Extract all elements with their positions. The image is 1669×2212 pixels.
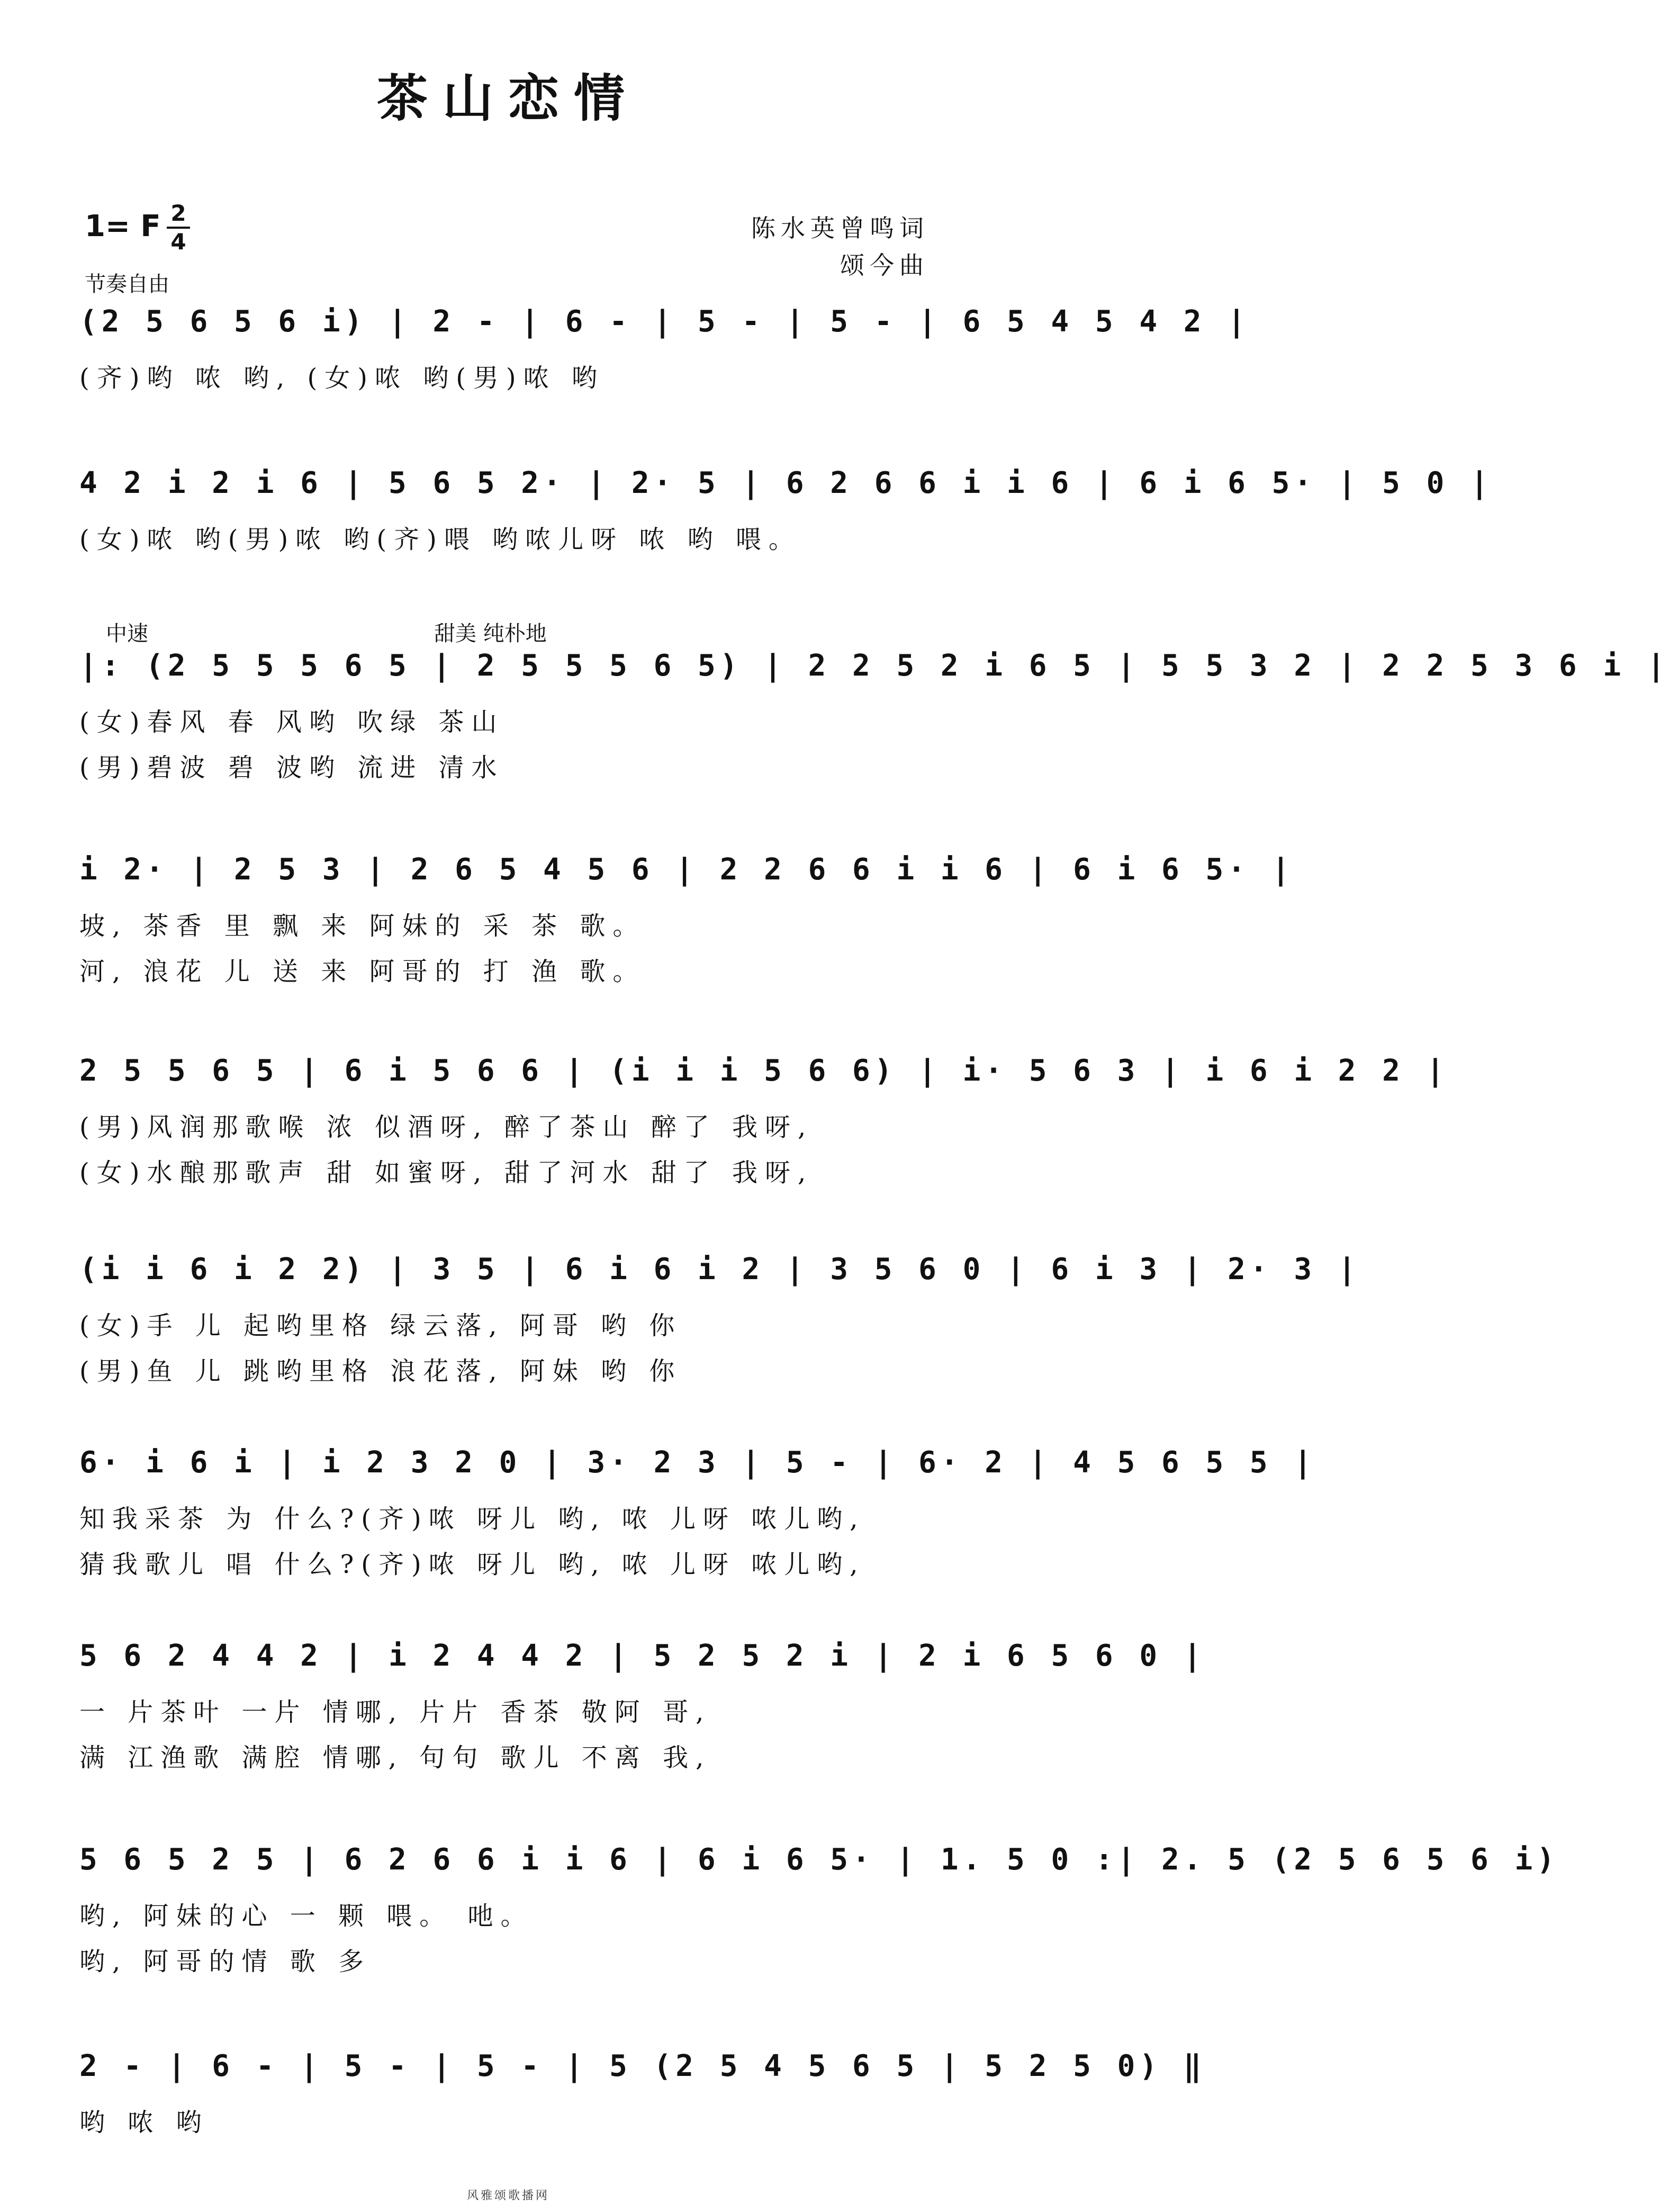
music-system (79, 649, 1669, 793)
key-signature: 1= F (85, 209, 161, 244)
tempo-mark-free: 节奏自由 (85, 272, 169, 296)
lyric-line: (男)碧波 碧 波哟 流进 清水 (79, 753, 504, 783)
site-watermark: 风雅颂歌播网 (466, 2189, 549, 2202)
song-title: 茶山恋情 (377, 68, 639, 128)
lyric-line: 哟 哝 哟 (79, 2108, 209, 2137)
music-system (79, 466, 1493, 564)
notation-line: 2 - | 6 - | 5 - | 5 - | 5 (2 5 4 5 6 5 | 5 2 5 0) ‖ (79, 2049, 1206, 2083)
lyric-line: (女)春风 春 风哟 吹绿 茶山 (79, 707, 504, 737)
notation-line: 5 6 2 4 4 2 | i 2 4 4 2 | 5 2 5 2 i | 2 i 6 5 6 0 | (79, 1639, 1206, 1673)
time-signature (167, 201, 190, 254)
lyric-line: (女)哝 哟(男)哝 哟(齐)喂 哟哝儿呀 哝 哟 喂。 (79, 525, 801, 554)
notation-line: 2 5 5 6 5 | 6 i 5 6 6 | (i i i 5 6 6) | i· 5 6 3 | i 6 i 2 2 | (79, 1054, 1449, 1088)
notation-line: 4 2 i 2 i 6 | 5 6 5 2· | 2· 5 | 6 2 6 6 i i 6 | 6 i 6 5· | 5 0 | (79, 466, 1493, 500)
lyric-line: 哟, 阿妹的心 一 颗 喂。 吔。 (79, 1901, 534, 1931)
music-system (79, 2049, 1206, 2147)
music-system (79, 1054, 1449, 1198)
lyric-line: 猜我歌儿 唱 什么?(齐)哝 呀儿 哟, 哝 儿呀 哝儿哟, (79, 1550, 865, 1579)
lyric-line: 哟, 阿哥的情 歌 多 (79, 1947, 372, 1976)
music-system (79, 1639, 1206, 1783)
music-system (79, 1842, 1559, 1986)
lyric-line: 坡, 茶香 里 飘 来 阿妹的 采 茶 歌。 (79, 911, 646, 941)
lyric-line: (男)风润那歌喉 浓 似酒呀, 醉了茶山 醉了 我呀, (79, 1112, 814, 1142)
lyric-line: 河, 浪花 儿 送 来 阿哥的 打 渔 歌。 (79, 957, 646, 986)
tempo-mark-expression: 甜美 纯朴地 (434, 622, 547, 646)
lyric-line: (齐)哟 哝 哟, (女)哝 哟(男)哝 哟 (79, 363, 605, 393)
tempo-mark-moderato: 中速 (106, 622, 148, 646)
lyric-line: 知我采茶 为 什么?(齐)哝 呀儿 哟, 哝 儿呀 哝儿哟, (79, 1504, 865, 1534)
lyric-line: 满 江渔歌 满腔 情哪, 句句 歌儿 不离 我, (79, 1743, 711, 1773)
notation-line: (i i 6 i 2 2) | 3 5 | 6 i 6 i 2 | 3 5 6 0 | 6 i 3 | 2· 3 | (79, 1252, 1360, 1287)
music-system (79, 852, 1294, 996)
notation-line: 6· i 6 i | i 2 3 2 0 | 3· 2 3 | 5 - | 6· 2 | 4 5 6 5 5 | (79, 1445, 1316, 1480)
time-signature-bottom: 4 (170, 229, 186, 255)
lyricist-credit: 陈水英曾鸣词 (751, 214, 929, 242)
music-system (79, 1252, 1360, 1396)
composer-credit: 颂今曲 (840, 251, 929, 280)
time-signature-top: 2 (170, 200, 186, 226)
lyric-line: (女)手 儿 起哟里格 绿云落, 阿哥 哟 你 (79, 1311, 682, 1341)
lyric-line: 一 片茶叶 一片 情哪, 片片 香茶 敬阿 哥, (79, 1697, 711, 1727)
music-system (79, 304, 1250, 403)
notation-line: i 2· | 2 5 3 | 2 6 5 4 5 6 | 2 2 6 6 i i 6 | 6 i 6 5· | (79, 852, 1294, 887)
notation-line: |: (2 5 5 5 6 5 | 2 5 5 5 6 5) | 2 2 5 2 i 6 5 | 5 5 3 2 | 2 2 5 3 6 i | (79, 649, 1669, 683)
music-system (79, 1445, 1316, 1589)
notation-line: (2 5 6 5 6 i) | 2 - | 6 - | 5 - | 5 - | 6 5 4 5 4 2 | (79, 304, 1250, 339)
lyric-line: (女)水酿那歌声 甜 如蜜呀, 甜了河水 甜了 我呀, (79, 1158, 814, 1188)
notation-line: 5 6 5 2 5 | 6 2 6 6 i i 6 | 6 i 6 5· | 1. 5 0 :| 2. 5 (2 5 6 5 6 i) (79, 1842, 1559, 1877)
lyric-line: (男)鱼 儿 跳哟里格 浪花落, 阿妹 哟 你 (79, 1356, 682, 1386)
